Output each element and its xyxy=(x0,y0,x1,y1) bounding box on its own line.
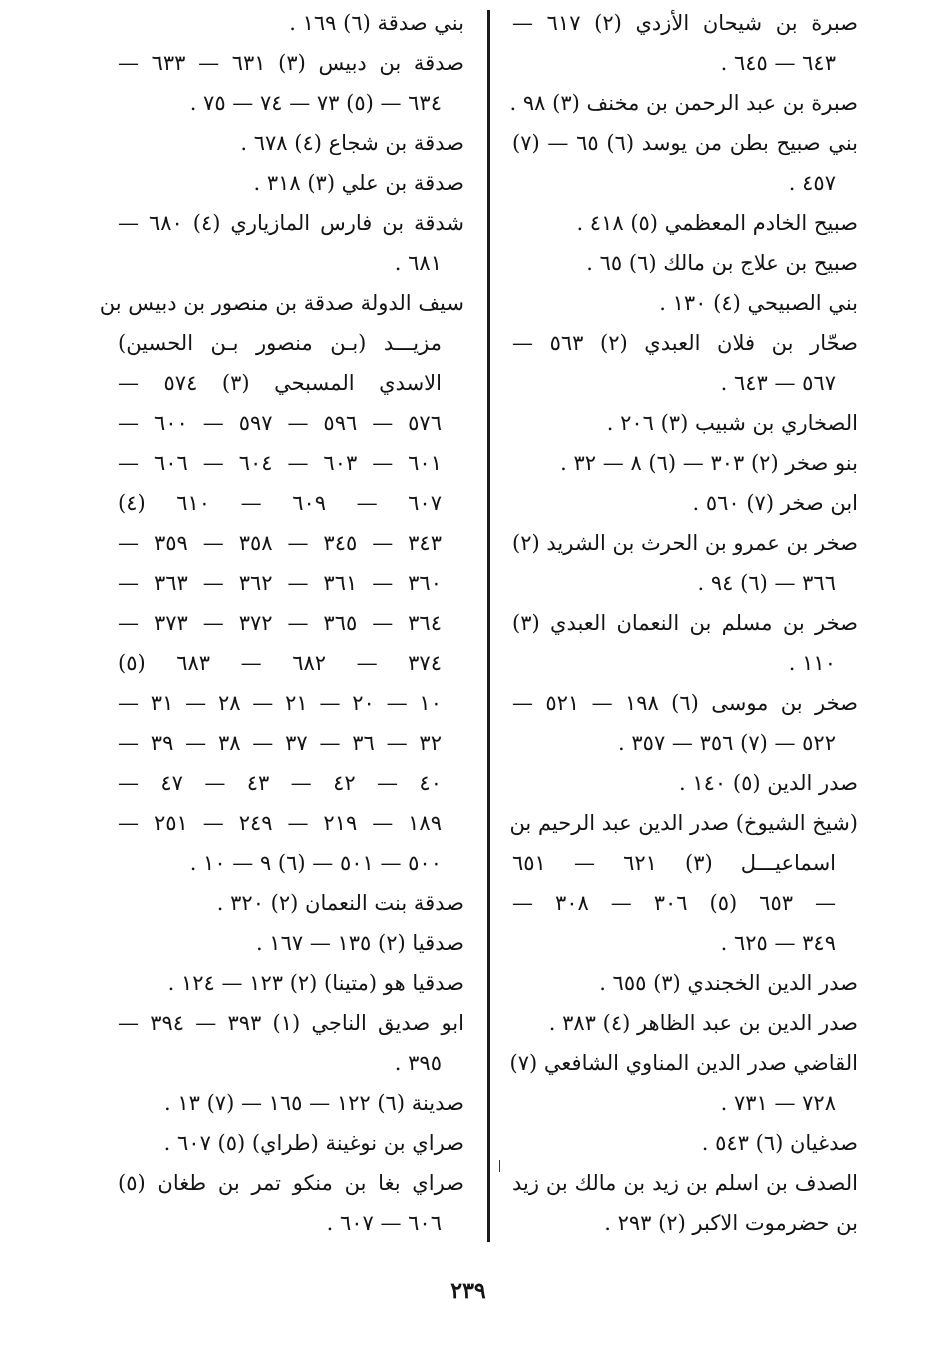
index-line: مزيـــد (بـن منصور بـن الحسين) xyxy=(118,331,442,355)
index-line: صخر بن مسلم بن النعمان العبدي (٣) xyxy=(512,611,858,635)
index-line: (شيخ الشيوخ) صدر الدين عبد الرحيم بن xyxy=(509,811,858,835)
index-line: ٥٠٠ — ٥٠١ — (٦) ٩ — ١٠ . xyxy=(189,851,442,875)
index-line: صدقة بن دبيس (٣) ٦٣١ — ٦٣٣ — xyxy=(118,51,464,75)
index-line: صخر بن عمرو بن الحرث بن الشريد (٢) xyxy=(512,531,858,555)
index-line: صخر بن موسى (٦) ١٩٨ — ٥٢١ — xyxy=(512,691,858,715)
index-line: شدقة بن فارس المازياري (٤) ٦٨٠ — xyxy=(118,211,464,235)
index-line: ١٨٩ — ٢١٩ — ٢٤٩ — ٢٥١ — xyxy=(118,811,442,835)
index-line: ٣٦٤ — ٣٦٥ — ٣٧٢ — ٣٧٣ — xyxy=(118,611,442,635)
index-line: ٣٤٩ — ٦٢٥ . xyxy=(720,931,836,955)
index-line: بن حضرموت الاكبر (٢) ٢٩٣ . xyxy=(604,1211,858,1235)
index-line: بني صدقة (٦) ١٦٩ . xyxy=(289,11,464,35)
index-line: ٥٧٦ — ٥٩٦ — ٥٩٧ — ٦٠٠ — xyxy=(118,411,442,435)
index-line: ٣٤٣ — ٣٤٥ — ٣٥٨ — ٣٥٩ — xyxy=(118,531,442,555)
index-line: الصخاري بن شبيب (٣) ٢٠٦ . xyxy=(606,411,858,435)
index-line: صدينة (٦) ١٢٢ — ١٦٥ — (٧) ١٣ . xyxy=(164,1091,464,1115)
index-line: ابن صخر (٧) ٥٦٠ . xyxy=(692,491,858,515)
index-line: صدقة بن علي (٣) ٣١٨ . xyxy=(253,171,464,195)
index-line: ٦٠١ — ٦٠٣ — ٦٠٤ — ٦٠٦ — xyxy=(118,451,442,475)
index-line: ١١٠ . xyxy=(788,651,836,675)
column-divider xyxy=(487,10,490,1242)
index-line: صدر الدين الخجندي (٣) ٦٥٥ . xyxy=(599,971,858,995)
index-line: صبيح الخادم المعظمي (٥) ٤١٨ . xyxy=(576,211,858,235)
index-line: صحّار بن فلان العبدي (٢) ٥٦٣ — xyxy=(512,331,858,355)
index-line: ٦٨١ . xyxy=(394,251,442,275)
index-line: ٣٢ — ٣٦ — ٣٧ — ٣٨ — ٣٩ — xyxy=(118,731,442,755)
index-line: ٥٦٧ — ٦٤٣ . xyxy=(720,371,836,395)
index-line: صدقيا هو (متينا) (٢) ١٢٣ — ١٢٤ . xyxy=(167,971,464,995)
index-line: صدقة بن شجاع (٤) ٦٧٨ . xyxy=(240,131,464,155)
index-line: صبرة بن عبد الرحمن بن مخنف (٣) ٩٨ . xyxy=(509,91,858,115)
index-line: ١٠ — ٢٠ — ٢١ — ٢٨ — ٣١ — xyxy=(118,691,442,715)
index-line: ابو صديق الناجي (١) ٣٩٣ — ٣٩٤ — xyxy=(118,1011,464,1035)
index-line: صدر الدين (٥) ١٤٠ . xyxy=(679,771,858,795)
index-column-right xyxy=(509,0,859,1243)
index-line: سيف الدولة صدقة بن منصور بن دبيس بن xyxy=(99,291,464,315)
index-line: صراي بغا بن منكو تمر بن طغان (٥) xyxy=(118,1171,464,1195)
index-line: ٤٥٧ . xyxy=(788,171,836,195)
index-line: ٣٧٤ — ٦٨٢ — ٦٨٣ (٥) xyxy=(118,651,442,675)
index-line: ٦٤٣ — ٦٤٥ . xyxy=(720,51,836,75)
index-line: صدقة بنت النعمان (٢) ٣٢٠ . xyxy=(216,891,464,915)
index-line: صبيح بن علاج بن مالك (٦) ٦٥ . xyxy=(586,251,858,275)
index-line: بني الصبيحي (٤) ١٣٠ . xyxy=(659,291,858,315)
index-line: ٧٢٨ — ٧٣١ . xyxy=(720,1091,836,1115)
index-line: ٣٦٦ — (٦) ٩٤ . xyxy=(697,571,836,595)
margin-mark xyxy=(499,1160,500,1172)
index-line: اسماعيـــل (٣) ٦٢١ — ٦٥١ xyxy=(512,851,836,875)
index-line: ٣٩٥ . xyxy=(394,1051,442,1075)
index-line: صراي بن نوغينة (طراي) (٥) ٦٠٧ . xyxy=(163,1131,464,1155)
index-line: بني صبيح بطن من يوسد (٦) ٦٥ — (٧) xyxy=(512,131,859,155)
index-line: الصدف بن اسلم بن زيد بن مالك بن زيد xyxy=(512,1171,858,1195)
index-column-left xyxy=(99,0,464,1243)
index-line: الاسدي المسبحي (٣) ٥٧٤ — xyxy=(118,371,442,395)
index-line: ٦٣٤ — (٥) ٧٣ — ٧٤ — ٧٥ . xyxy=(189,91,442,115)
index-line: ٥٢٢ — (٧) ٣٥٦ — ٣٥٧ . xyxy=(618,731,836,755)
page-number: ٢٣٩ xyxy=(450,1278,486,1304)
index-line: صبرة بن شيحان الأزدي (٢) ٦١٧ — xyxy=(512,11,858,35)
index-line: صدغيان (٦) ٥٤٣ . xyxy=(701,1131,858,1155)
index-line: صدقيا (٢) ١٣٥ — ١٦٧ . xyxy=(255,931,464,955)
index-line: صدر الدين بن عبد الظاهر (٤) ٣٨٣ . xyxy=(548,1011,858,1035)
index-line: بنو صخر (٢) ٣٠٣ — (٦) ٨ — ٣٢ . xyxy=(560,451,858,475)
index-line: ٦٠٦ — ٦٠٧ . xyxy=(326,1211,442,1235)
index-line: ٦٠٧ — ٦٠٩ — ٦١٠ (٤) xyxy=(118,491,442,515)
index-line: ٣٦٠ — ٣٦١ — ٣٦٢ — ٣٦٣ — xyxy=(118,571,442,595)
index-line: ٤٠ — ٤٢ — ٤٣ — ٤٧ — xyxy=(118,771,442,795)
index-line: — ٦٥٣ (٥) ٣٠٦ — ٣٠٨ — xyxy=(512,891,836,915)
index-line: القاضي صدر الدين المناوي الشافعي (٧) xyxy=(509,1051,858,1075)
